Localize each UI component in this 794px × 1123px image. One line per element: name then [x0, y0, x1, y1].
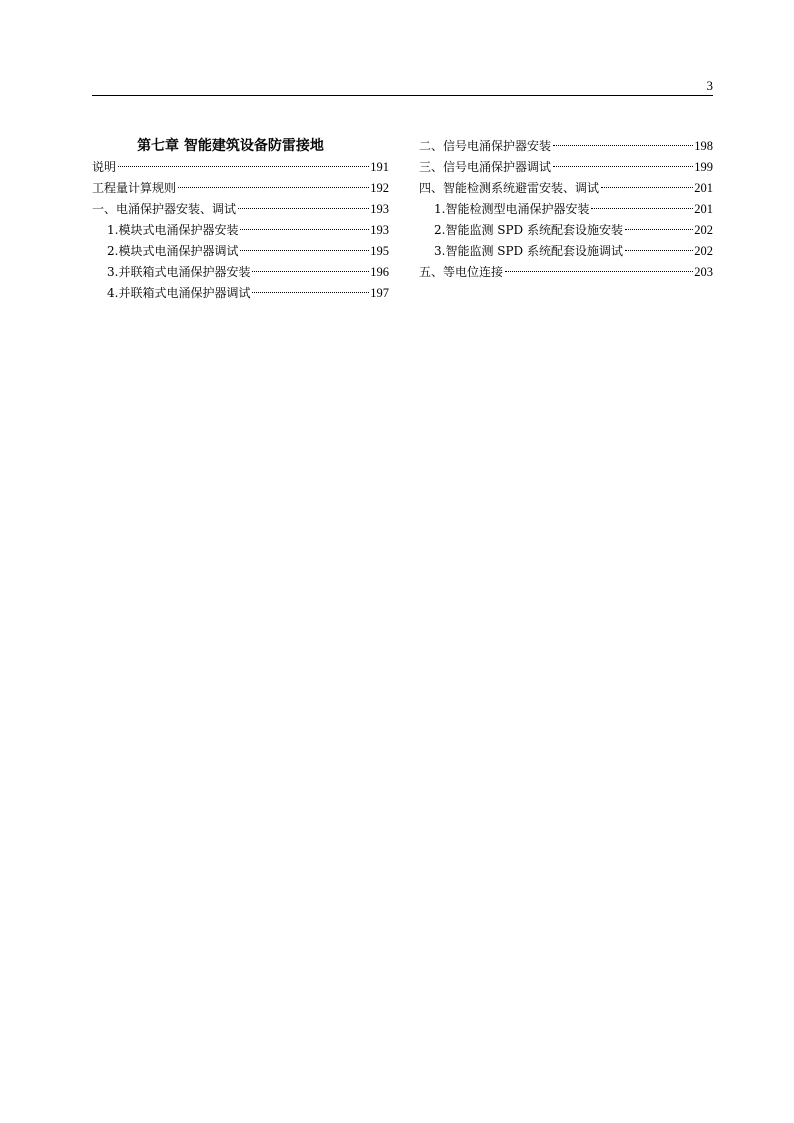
- toc-dot-leader: [601, 187, 693, 188]
- toc-entry[interactable]: [92, 241, 389, 262]
- toc-entry-page: 193: [370, 202, 389, 216]
- toc-dot-leader: [505, 271, 693, 272]
- toc-dot-leader: [591, 208, 693, 209]
- toc-right-list: [419, 136, 713, 283]
- toc-entry[interactable]: [92, 283, 389, 304]
- toc-entry[interactable]: [419, 262, 713, 283]
- toc-entry-page: 192: [370, 181, 389, 195]
- toc-dot-leader: [252, 271, 369, 272]
- toc-entry[interactable]: [419, 241, 713, 262]
- header-rule: [92, 95, 713, 96]
- toc-entry-label: 1.模块式电涌保护器安装: [107, 223, 239, 237]
- toc-entry-page: 191: [370, 160, 389, 174]
- toc-entry-page: 199: [694, 160, 713, 174]
- toc-entry-page: 203: [694, 265, 713, 279]
- toc-entry-page: 201: [694, 202, 713, 216]
- toc-entry-label: 一、电涌保护器安装、调试: [92, 202, 237, 216]
- toc-entry[interactable]: [92, 199, 389, 220]
- toc-right-column: [419, 136, 713, 283]
- toc-entry-page: 202: [694, 244, 713, 258]
- toc-dot-leader: [118, 166, 369, 167]
- toc-entry[interactable]: [419, 220, 713, 241]
- toc-entry-label: 1.智能检测型电涌保护器安装: [434, 202, 590, 216]
- toc-entry-page: 202: [694, 223, 713, 237]
- toc-entry-label: 工程量计算规则: [92, 181, 177, 195]
- toc-entry-page: 198: [694, 139, 713, 153]
- toc-entry-page: 201: [694, 181, 713, 195]
- toc-dot-leader: [625, 250, 693, 251]
- toc-entry-label: 五、等电位连接: [419, 265, 504, 279]
- toc-dot-leader: [625, 229, 693, 230]
- toc-dot-leader: [238, 208, 369, 209]
- toc-entry-page: 195: [370, 244, 389, 258]
- toc-entry-label: 4.并联箱式电涌保护器调试: [107, 286, 251, 300]
- toc-entry[interactable]: [92, 157, 389, 178]
- toc-entry-label: 三、信号电涌保护器调试: [419, 160, 552, 174]
- toc-dot-leader: [178, 187, 369, 188]
- toc-entry[interactable]: [92, 262, 389, 283]
- toc-entry[interactable]: [92, 220, 389, 241]
- toc-entry-label: 3.并联箱式电涌保护器安装: [107, 265, 251, 279]
- toc-entry-label: 3.智能监测 SPD 系统配套设施调试: [434, 244, 623, 258]
- toc-entry-label: 二、信号电涌保护器安装: [419, 139, 552, 153]
- toc-entry-label: 2.模块式电涌保护器调试: [107, 244, 239, 258]
- toc-entry-page: 196: [370, 265, 389, 279]
- toc-entry[interactable]: [419, 136, 713, 157]
- toc-entry-label: 说明: [92, 160, 117, 174]
- toc-dot-leader: [553, 166, 693, 167]
- page-number: 3: [706, 78, 713, 93]
- toc-dot-leader: [252, 292, 369, 293]
- toc-entry-label: 2.智能监测 SPD 系统配套设施安装: [434, 223, 623, 237]
- toc-left-column: [92, 136, 389, 304]
- toc-entry[interactable]: [92, 178, 389, 199]
- toc-entry[interactable]: [419, 199, 713, 220]
- chapter-title: 第七章 智能建筑设备防雷接地: [137, 138, 324, 154]
- toc-dot-leader: [553, 145, 693, 146]
- toc-entry-label: 四、智能检测系统避雷安装、调试: [419, 181, 600, 195]
- toc-left-list: [92, 157, 389, 304]
- toc-entry-page: 193: [370, 223, 389, 237]
- toc-dot-leader: [240, 229, 369, 230]
- toc-entry-page: 197: [370, 286, 389, 300]
- toc-entry[interactable]: [419, 178, 713, 199]
- toc-entry[interactable]: [419, 157, 713, 178]
- toc-dot-leader: [240, 250, 369, 251]
